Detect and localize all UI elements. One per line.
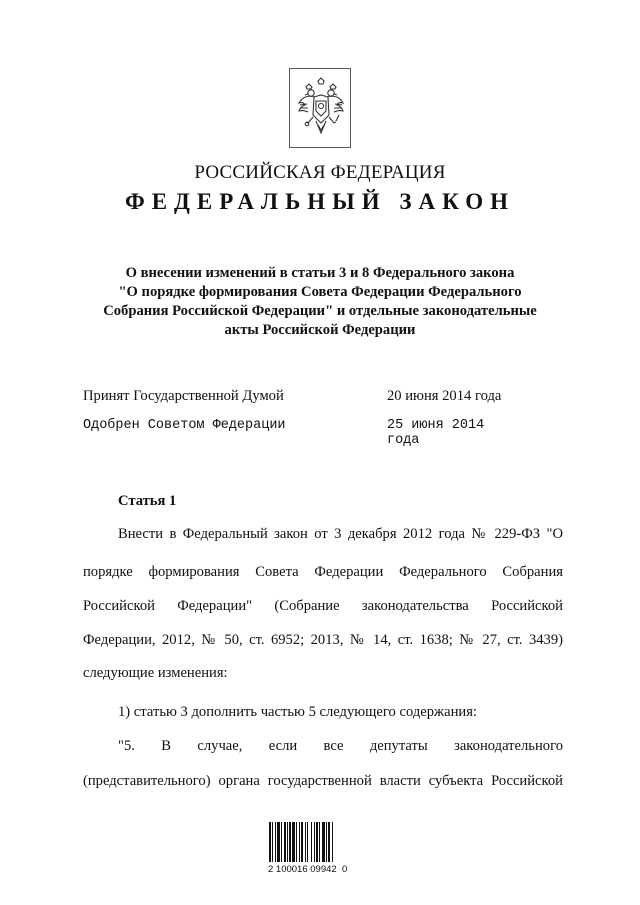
barcode-bar — [316, 822, 318, 862]
barcode-bar — [275, 822, 276, 862]
adoption-label: Принят Государственной Думой — [83, 388, 284, 404]
amendment-item-line: 1) статью 3 дополнить частью 5 следующего содержания: — [118, 704, 477, 720]
article-text-line: следующие изменения: — [83, 665, 228, 681]
article-text-line: Внести в Федеральный закон от 3 декабря 2012 года № 229-ФЗ "О — [118, 526, 563, 542]
law-title-line: О внесении изменений в статьи 3 и 8 Федерального закона — [125, 265, 515, 281]
barcode-bar — [332, 822, 333, 862]
barcode-bar — [314, 822, 315, 862]
adoption-date: 20 июня 2014 года — [387, 388, 502, 404]
barcode-number: 2 100016 09942 0 — [268, 864, 348, 875]
document-type-heading: ФЕДЕРАЛЬНЫЙ ЗАКОН — [124, 189, 516, 214]
barcode-bar — [289, 822, 291, 862]
barcode-bar — [326, 822, 327, 862]
barcode-bar — [272, 822, 273, 862]
barcode-bar — [269, 822, 271, 862]
barcode-bar — [296, 822, 297, 862]
barcode-bar — [307, 822, 308, 862]
approval-date: 25 июня 2014 года — [387, 418, 485, 448]
barcode-bar — [287, 822, 288, 862]
law-title-line: Собрания Российской Федерации" и отдельные законодательные — [103, 303, 537, 319]
coat-of-arms-emblem — [289, 68, 351, 148]
barcode-bar — [322, 822, 325, 862]
article-heading: Статья 1 — [118, 493, 177, 509]
law-title-line: "О порядке формирования Совета Федерации Федерального — [118, 284, 522, 300]
barcode-icon — [268, 822, 348, 864]
barcode-bar — [319, 822, 320, 862]
article-text-line: Федерации, 2012, № 50, ст. 6952; 2013, № 14, ст. 1638; № 27, ст. 3439) — [83, 632, 563, 648]
barcode-bar — [299, 822, 300, 862]
approval-label: Одобрен Советом Федерации — [83, 418, 286, 433]
barcode-bar — [311, 822, 312, 862]
barcode-bar — [281, 822, 282, 862]
law-title-line: акты Российской Федерации — [224, 322, 416, 338]
coat-of-arms-double-headed-eagle-icon — [296, 77, 346, 139]
barcode-bar — [301, 822, 303, 862]
amendment-text-line: "5. В случае, если все депутаты законодательного — [118, 738, 563, 754]
country-heading: РОССИЙСКАЯ ФЕДЕРАЦИЯ — [194, 162, 446, 183]
barcode-bar — [284, 822, 286, 862]
article-text-line: Российской Федерации" (Собрание законодательства Российской — [83, 598, 563, 614]
barcode-bar — [305, 822, 306, 862]
article-text-line: порядке формирования Совета Федерации Федерального Собрания — [83, 564, 563, 580]
barcode-bar — [328, 822, 330, 862]
barcode-bar — [277, 822, 280, 862]
amendment-text-line: (представительного) органа государственной власти субъекта Российской — [83, 773, 563, 789]
barcode-bar — [292, 822, 295, 862]
law-title — [80, 264, 560, 340]
